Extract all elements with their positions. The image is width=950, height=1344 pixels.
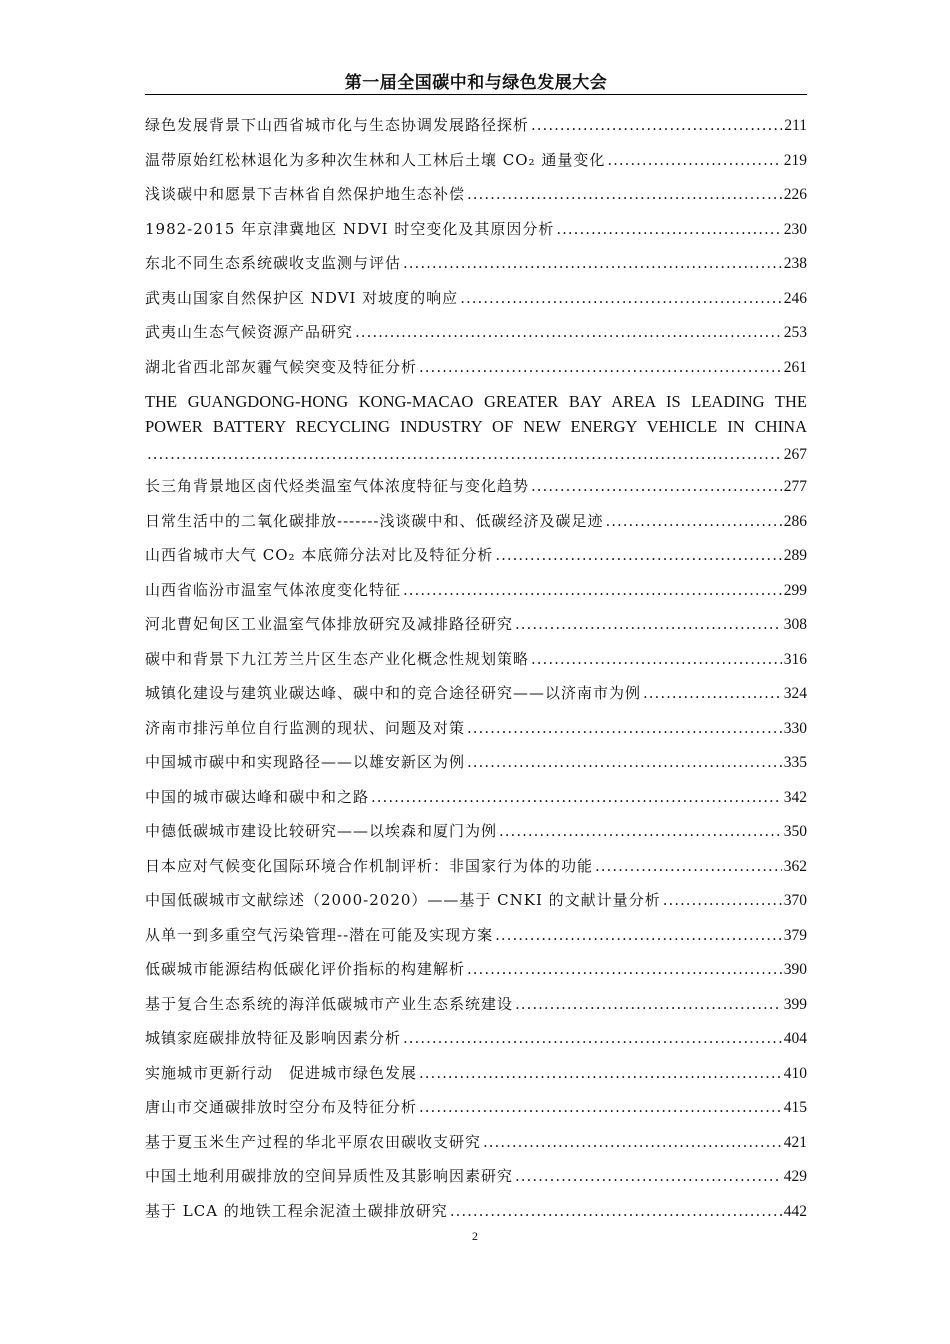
toc-entry-page: 286	[783, 512, 807, 530]
dot-leader	[607, 143, 781, 178]
toc-entry-title: 山西省临汾市温室气体浓度变化特征	[145, 580, 402, 599]
dot-leader	[355, 315, 782, 350]
toc-entry[interactable]	[145, 212, 807, 247]
toc-entry-page: 226	[783, 186, 807, 203]
toc-entry[interactable]	[145, 246, 807, 281]
toc-entry[interactable]	[145, 469, 807, 504]
toc-entry-page: 246	[783, 289, 807, 307]
toc-entry-title: 日常生活中的二氧化碳排放-------浅谈碳中和、低碳经济及碳足迹	[145, 511, 604, 530]
dot-leader	[515, 987, 782, 1022]
toc-entry-title: 绿色发展背景下山西省城市化与生态协调发展路径探析	[145, 116, 530, 134]
dot-leader	[605, 504, 781, 539]
toc-entry-title: 日本应对气候变化国际环境合作机制评析：非国家行为体的功能	[145, 856, 594, 875]
dot-leader	[556, 212, 781, 247]
page-number: 2	[472, 1229, 478, 1243]
dot-leader	[450, 1194, 782, 1229]
toc-entry-page: 350	[783, 823, 807, 840]
toc-entry[interactable]	[145, 952, 807, 987]
toc-entry[interactable]	[145, 350, 807, 385]
toc-entry[interactable]	[145, 1090, 807, 1125]
dot-leader	[495, 538, 781, 573]
toc-entry-title: 城镇化建设与建筑业碳达峰、碳中和的竞合途径研究——以济南市为例	[145, 684, 642, 702]
toc-entry-title: 低碳城市能源结构低碳化评价指标的构建解析	[145, 960, 466, 978]
toc-entry-page: 211	[784, 117, 807, 134]
toc-entry-title: 山西省城市大气 CO₂ 本底筛分法对比及特征分析	[145, 546, 494, 564]
toc-entry[interactable]	[145, 281, 807, 316]
toc-entry[interactable]	[145, 1056, 807, 1091]
toc-entry-page: 316	[783, 650, 807, 668]
header-rule	[145, 94, 807, 95]
toc-entry[interactable]	[145, 143, 807, 178]
toc-entry-title: 从单一到多重空气污染管理--潜在可能及实现方案	[145, 925, 494, 944]
toc-entry[interactable]	[145, 849, 807, 884]
toc-entry[interactable]	[145, 607, 807, 642]
dot-leader	[467, 711, 782, 746]
toc-entry-page: 299	[783, 581, 807, 599]
toc-entry-title: 中国城市碳中和实现路径——以雄安新区为例	[145, 753, 466, 771]
toc-entry-title: 城镇家庭碳排放特征及影响因素分析	[145, 1029, 402, 1047]
toc-entry-title: 浅谈碳中和愿景下吉林省自然保护地生态补偿	[145, 185, 466, 203]
dot-leader	[467, 745, 782, 780]
dot-leader	[419, 350, 782, 385]
toc-entry-title: 河北曹妃甸区工业温室气体排放研究及减排路径研究	[145, 615, 514, 633]
dot-leader	[531, 642, 782, 677]
dot-leader	[371, 780, 782, 815]
toc-entry-page: 429	[783, 1168, 807, 1185]
toc-entry-title: 基于复合生态系统的海洋低碳城市产业生态系统建设	[145, 994, 514, 1013]
dot-leader	[483, 1125, 782, 1160]
toc-entry[interactable]	[145, 1194, 807, 1229]
toc-entry-title: 1982-2015 年京津冀地区 NDVI 时空变化及其原因分析	[145, 219, 555, 238]
toc-entry[interactable]	[145, 504, 807, 539]
toc-entry-title: 唐山市交通碳排放时空分布及特征分析	[145, 1098, 418, 1116]
toc-entry-title: 武夷山国家自然保护区 NDVI 对坡度的响应	[145, 288, 459, 307]
dot-leader	[499, 814, 782, 849]
toc-entry-page: 261	[783, 358, 807, 376]
toc-entry[interactable]	[145, 573, 807, 608]
dot-leader	[495, 918, 782, 953]
toc-entry-title: 济南市排污单位自行监测的现状、问题及对策	[145, 718, 466, 737]
toc-entry-title: 实施城市更新行动 促进城市绿色发展	[145, 1063, 418, 1082]
dot-leader	[460, 281, 782, 316]
toc-entry-page: 421	[783, 1133, 807, 1151]
toc-entry-title: 中国低碳城市文献综述（2000-2020）——基于 CNKI 的文献计量分析	[145, 891, 661, 909]
toc-entry[interactable]	[145, 711, 807, 746]
running-header: 第一届全国碳中和与绿色发展大会	[344, 73, 608, 93]
toc-entry[interactable]	[145, 642, 807, 677]
toc-entry-title: 基于 LCA 的地铁工程余泥渣土碳排放研究	[145, 1201, 448, 1220]
dot-leader	[643, 676, 782, 711]
toc-entry-page: 335	[783, 754, 807, 771]
toc-entry-page: 230	[783, 220, 807, 238]
toc-entry[interactable]	[145, 538, 807, 573]
dot-leader	[663, 883, 782, 918]
toc-entry[interactable]	[145, 1125, 807, 1160]
toc-entry[interactable]	[145, 676, 807, 711]
toc-entry-page: 219	[783, 151, 807, 169]
toc-entry-page: 415	[783, 1099, 807, 1116]
toc-entry[interactable]	[145, 1021, 807, 1056]
toc-entry-title: 中国的城市碳达峰和碳中和之路	[145, 787, 370, 806]
toc-entry-page: 442	[783, 1202, 807, 1220]
toc-entry[interactable]	[145, 883, 807, 918]
toc-entry-page: 308	[783, 616, 807, 633]
toc-entry[interactable]	[145, 745, 807, 780]
dot-leader	[467, 177, 782, 212]
toc-entry-page: 362	[783, 857, 807, 875]
toc-entry[interactable]	[145, 1159, 807, 1194]
dot-leader	[515, 1159, 782, 1194]
toc-entry-page: 370	[783, 892, 807, 909]
dot-leader	[419, 1056, 782, 1091]
toc-entry[interactable]	[145, 177, 807, 212]
toc-entry-page: 342	[783, 788, 807, 806]
toc-entry[interactable]	[145, 315, 807, 350]
dot-leader	[467, 952, 782, 987]
dot-leader	[595, 849, 782, 884]
toc-entry-page: 379	[783, 926, 807, 944]
toc-entry[interactable]	[145, 814, 807, 849]
dot-leader	[147, 439, 782, 469]
toc-entry-page: 324	[783, 685, 807, 702]
dot-leader	[531, 108, 782, 143]
dot-leader	[403, 573, 782, 608]
dot-leader	[419, 1090, 782, 1125]
toc-entry-page: 410	[783, 1064, 807, 1082]
toc-entry-page: 330	[783, 719, 807, 737]
toc-entry-page: 253	[783, 324, 807, 341]
toc-entry-title: 中国土地利用碳排放的空间异质性及其影响因素研究	[145, 1167, 514, 1185]
toc-entry[interactable]	[145, 987, 807, 1022]
dot-leader	[515, 607, 782, 642]
toc-entry-title: 基于夏玉米生产过程的华北平原农田碳收支研究	[145, 1132, 482, 1151]
dot-leader	[403, 1021, 782, 1056]
toc-entry[interactable]	[145, 918, 807, 953]
toc-entry-page: 238	[783, 255, 807, 272]
toc-entry-title: 武夷山生态气候资源产品研究	[145, 323, 354, 341]
toc-entry-page: 399	[783, 995, 807, 1013]
toc-entry[interactable]	[145, 384, 807, 469]
dot-leader	[531, 469, 782, 504]
toc-entry[interactable]	[145, 108, 807, 143]
toc-entry-page: 289	[783, 547, 807, 564]
toc-entry-page: 404	[783, 1030, 807, 1047]
toc-entry-title: 湖北省西北部灰霾气候突变及特征分析	[145, 357, 418, 376]
dot-leader	[403, 246, 782, 281]
toc-entry-leader-line	[145, 439, 807, 469]
toc-entry-title: 东北不同生态系统碳收支监测与评估	[145, 254, 402, 272]
toc-entry-title: THE GUANGDONG-HONG KONG-MACAO GREATER BAY AREA IS LEADING THE POWER BATTERY RECYCLING INDUSTRY OF NEW ENERGY VEHICLE IN CHINA	[145, 392, 807, 436]
toc-entry-page: 277	[783, 478, 807, 495]
toc-entry-title: 温带原始红松林退化为多种次生林和人工林后土壤 CO₂ 通量变化	[145, 150, 606, 169]
toc-entry-page: 390	[783, 961, 807, 978]
toc-entry-title: 碳中和背景下九江芳兰片区生态产业化概念性规划策略	[145, 649, 530, 668]
toc-entry-page: 267	[783, 446, 807, 463]
toc-entry-title: 长三角背景地区卤代烃类温室气体浓度特征与变化趋势	[145, 477, 530, 495]
toc-entry-title: 中德低碳城市建设比较研究——以埃森和厦门为例	[145, 822, 498, 840]
table-of-contents	[145, 108, 807, 1228]
toc-entry[interactable]	[145, 780, 807, 815]
